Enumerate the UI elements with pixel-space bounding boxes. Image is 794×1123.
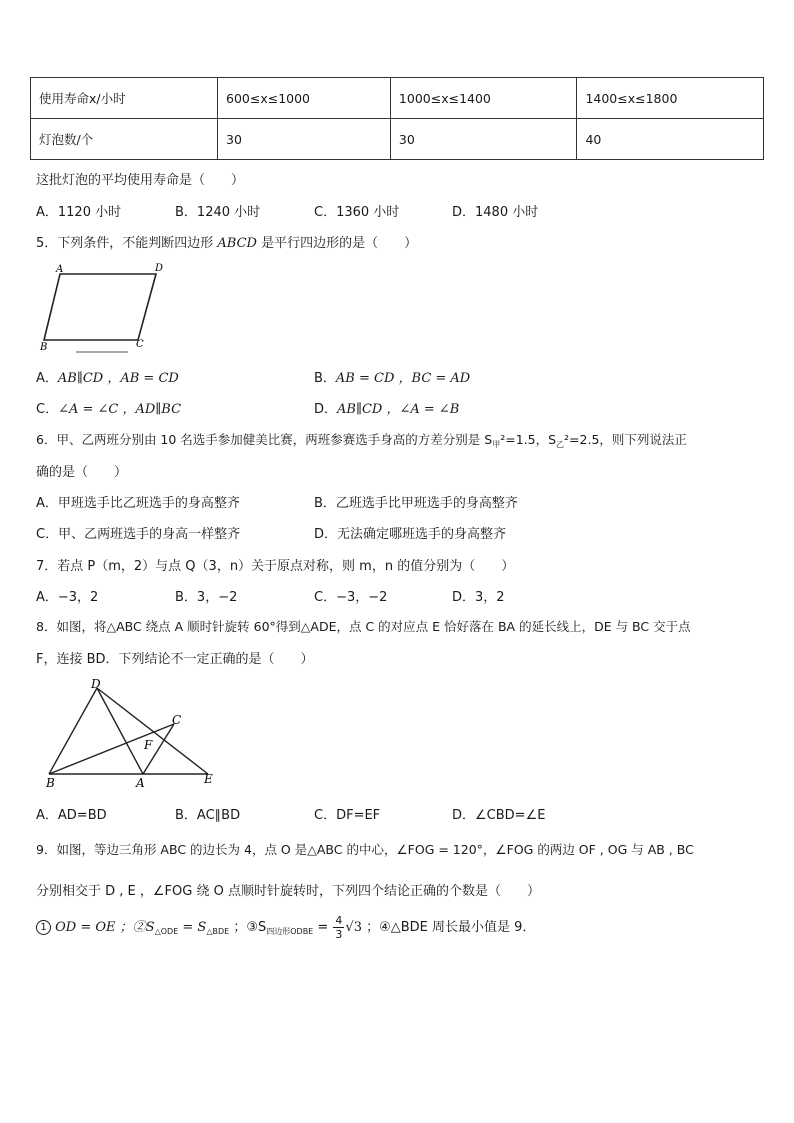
q7-option-d: D．3，2 [452, 590, 505, 605]
q6-option-a: A．甲班选手比乙班选手的身高整齐 [36, 496, 240, 511]
q7-option-c: C．−3，−2 [314, 590, 388, 605]
lifetime-table [30, 77, 764, 160]
q7-option-a: A．−3，2 [36, 590, 99, 605]
q6-stem-line1: 6．甲、乙两班分别由 10 名选手参加健美比赛，两班参赛选手身高的方差分别是 $S_甲^2=1.5$，$S_乙^2=2.5$，则下列说法正 [36, 432, 687, 449]
fraction: $\frac{4}{3}$ [335, 914, 343, 941]
table-cell: 使用寿命x/小时 [31, 78, 218, 119]
table-cell: 30 [390, 119, 577, 160]
table-cell: 600≤x≤1000 [218, 78, 391, 119]
parallelogram-label-c: C [136, 339, 144, 350]
parallelogram-label-d: D [155, 263, 164, 274]
figure-label-c: C [172, 713, 182, 727]
parallelogram-label-a: A [56, 264, 64, 275]
figure-label-d: D [91, 677, 101, 691]
q4-option-a: A．1120 小时 [36, 205, 122, 220]
table-cell: 1400≤x≤1800 [577, 78, 764, 119]
q9-stem-line1: 9．如图，等边三角形 ABC 的边长为 4，点 O 是△ABC 的中心，∠FOG = 120°，∠FOG 的两边 OF , OG 与 AB , BC [36, 842, 694, 857]
q5-option-d: D．AB∥CD ，∠A = ∠B [314, 402, 460, 417]
parallelogram-label-b: B [40, 342, 48, 353]
q8-option-a: A．AD=BD [36, 808, 107, 823]
q4-option-c: C．1360 小时 [314, 205, 400, 220]
q4-stem: 这批灯泡的平均使用寿命是（ ） [36, 173, 245, 188]
q8-stem-line1: 8．如图，将△ABC 绕点 A 顺时针旋转 60°得到△ADE，点 C 的对应点 E 恰好落在 BA 的延长线上，DE 与 BC 交于点 [36, 619, 691, 634]
q6-option-c: C．甲、乙两班选手的身高一样整齐 [36, 527, 241, 542]
figure-label-f: F [144, 738, 153, 752]
q5-option-a: A．AB∥CD ，AB = CD [36, 371, 179, 386]
q5-option-b: B．AB = CD ，BC = AD [314, 371, 471, 386]
q5-stem: 5．下列条件，不能判断四边形 ABCD 是平行四边形的是（ ） [36, 236, 418, 251]
table-cell: 1000≤x≤1400 [390, 78, 577, 119]
table-cell: 30 [218, 119, 391, 160]
sqrt-three: √3 [345, 920, 362, 935]
q7-stem: 7．若点 P（m，2）与点 Q（3，n）关于原点对称，则 m，n 的值分别为（ ） [36, 559, 515, 574]
q8-option-b: B．AC∥BD [175, 808, 241, 823]
table-cell: 40 [577, 119, 764, 160]
q8-option-c: C．DF=EF [314, 808, 381, 823]
q9-conclusions: 1 OD = OE ；$②S_{\triangle ODE} = S_{\triangle BDE}$ ；$③S_{四边形ODBE}$ = $\frac{4}{3}$ √3 ；④△BDE 周长最小值是 9． [36, 914, 535, 941]
q5-option-c: C．∠A = ∠C ，AD∥BC [36, 402, 182, 417]
q6-stem-line2: 确的是（ ） [36, 465, 128, 480]
figure-label-e: E [204, 772, 213, 786]
q4-option-d: D．1480 小时 [452, 205, 539, 220]
figure-label-b: B [46, 776, 55, 790]
q9-stem-line2: 分别相交于 D , E ，∠FOG 绕 O 点顺时针旋转时，下列四个结论正确的个数是（ ） [36, 884, 540, 899]
figure-label-a: A [136, 776, 145, 790]
q8-stem-line2: F，连接 BD．下列结论不一定正确的是（ ） [36, 652, 314, 667]
q7-option-b: B．3，−2 [175, 590, 238, 605]
table-cell: 灯泡数/个 [31, 119, 218, 160]
circled-one-marker: 1 [36, 920, 51, 935]
table-row [31, 119, 764, 160]
parallelogram-figure [36, 262, 172, 354]
q6-option-d: D．无法确定哪班选手的身高整齐 [314, 527, 507, 542]
q4-option-b: B．1240 小时 [175, 205, 261, 220]
table-row [31, 78, 764, 119]
q6-option-b: B．乙班选手比甲班选手的身高整齐 [314, 496, 518, 511]
rotation-triangle-figure [40, 674, 226, 794]
q8-option-d: D．∠CBD=∠E [452, 808, 546, 823]
